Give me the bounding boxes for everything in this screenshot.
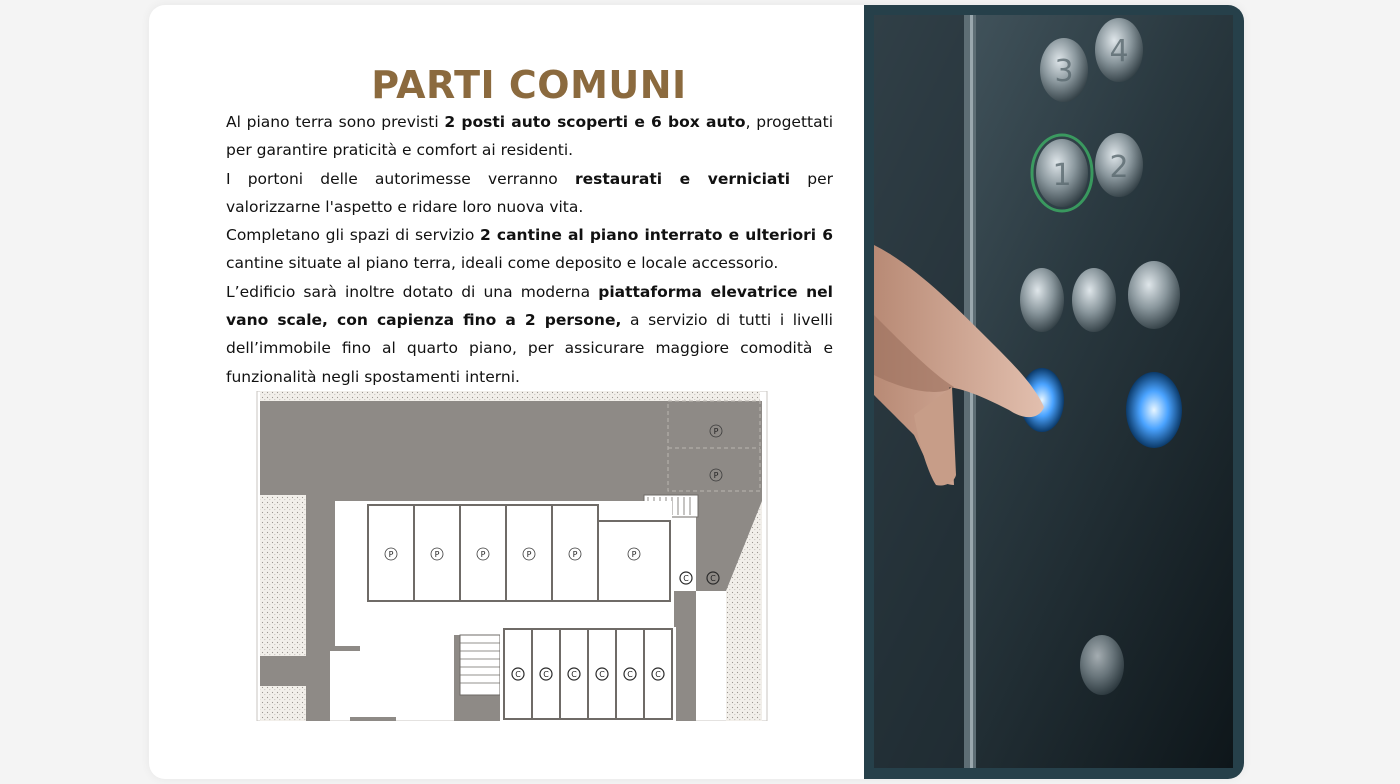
page-title: PARTI COMUNI — [371, 63, 687, 107]
content-card — [149, 5, 1244, 779]
svg-text:P: P — [713, 471, 719, 480]
svg-text:2: 2 — [1109, 150, 1129, 185]
svg-text:C: C — [515, 670, 521, 679]
svg-text:3: 3 — [1054, 54, 1074, 89]
svg-text:C: C — [571, 670, 577, 679]
svg-text:P: P — [713, 427, 719, 436]
svg-text:C: C — [710, 574, 716, 583]
paragraph-lift: L’edificio sarà inoltre dotato di una moderna piattaforma elevatrice nel vano scale, con capienza fino a 2 persone, a servizio di tutti i livelli dell’immobile fino al quarto piano, per assicurare maggiore comodità e funzionalità negli spostamenti interni. — [226, 282, 833, 386]
photo-panel — [864, 5, 1244, 779]
svg-text:P: P — [434, 550, 440, 559]
svg-text:P: P — [631, 550, 637, 559]
svg-text:4: 4 — [1109, 34, 1129, 69]
svg-text:P: P — [480, 550, 486, 559]
svg-text:P: P — [388, 550, 394, 559]
elevator-buttons-photo — [874, 15, 1233, 768]
text-panel — [149, 5, 864, 779]
floorplan-image — [256, 391, 768, 721]
paragraph-parking: Al piano terra sono previsti 2 posti auto scoperti e 6 box auto, progettati per garantire praticità e comfort ai residenti. — [226, 113, 834, 160]
svg-text:C: C — [627, 670, 633, 679]
svg-text:1: 1 — [1052, 158, 1072, 193]
svg-text:C: C — [655, 670, 661, 679]
svg-text:P: P — [526, 550, 532, 559]
svg-text:C: C — [599, 670, 605, 679]
svg-text:C: C — [683, 574, 689, 583]
paragraph-cellars: Completano gli spazi di servizio 2 cantine al piano interrato e ulteriori 6 cantine situate al piano terra, ideali come deposito e locale accessorio. — [226, 226, 833, 273]
description — [226, 108, 833, 391]
paragraph-garage-doors: I portoni delle autorimesse verranno restaurati e verniciati per valorizzarne l'aspetto e ridare loro nuova vita. — [226, 169, 833, 216]
svg-text:C: C — [543, 670, 549, 679]
svg-text:P: P — [572, 550, 578, 559]
